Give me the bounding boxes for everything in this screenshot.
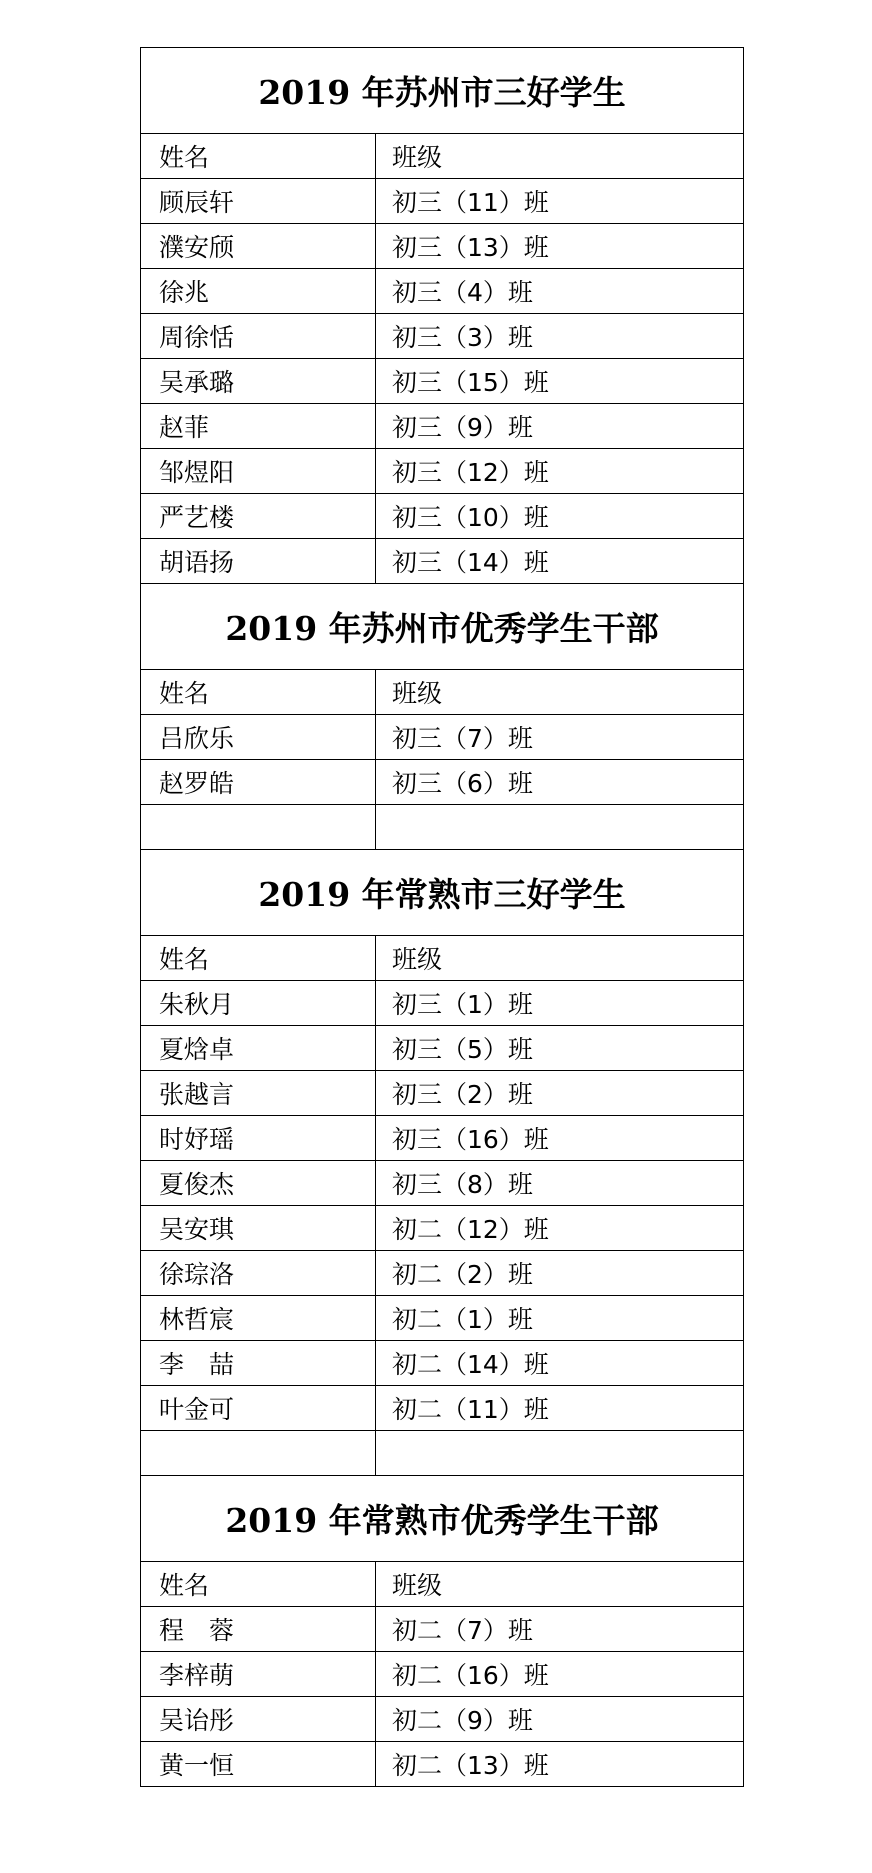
- table-row: [141, 539, 743, 584]
- student-name: 张越言: [141, 1071, 376, 1115]
- section-title: 2019 年常熟市三好学生: [141, 850, 743, 936]
- table-row: [141, 314, 743, 359]
- table-header-row: [141, 936, 743, 981]
- table-row: [141, 1697, 743, 1742]
- student-name: 赵罗皓: [141, 760, 376, 804]
- empty-table-row: [141, 805, 743, 850]
- student-name: 吴诒彤: [141, 1697, 376, 1741]
- student-class: 初二（11）班: [392, 1395, 549, 1424]
- student-class: 初三（11）班: [392, 188, 549, 217]
- student-name: 程 蓉: [141, 1607, 376, 1651]
- table-row: [141, 1742, 743, 1787]
- table-row: [141, 1341, 743, 1386]
- table-row: [141, 224, 743, 269]
- student-name: 吕欣乐: [141, 715, 376, 759]
- student-name: [141, 805, 376, 849]
- student-class: 初三（3）班: [392, 323, 533, 352]
- section-title: 2019 年苏州市三好学生: [141, 48, 743, 134]
- award-section: [141, 850, 743, 1476]
- table-row: [141, 269, 743, 314]
- student-name: 叶金可: [141, 1386, 376, 1430]
- student-class: 初三（10）班: [392, 503, 549, 532]
- column-header-class: 班级: [392, 945, 443, 974]
- student-name: 夏焓卓: [141, 1026, 376, 1070]
- student-class: 初三（7）班: [392, 724, 533, 753]
- column-header-class: 班级: [392, 679, 443, 708]
- student-class: [376, 805, 743, 849]
- student-class: 初三（9）班: [392, 413, 533, 442]
- student-class: 初二（13）班: [392, 1751, 549, 1780]
- student-name: 李 喆: [141, 1341, 376, 1385]
- table-row: [141, 981, 743, 1026]
- student-name: 周徐恬: [141, 314, 376, 358]
- table-row: [141, 1251, 743, 1296]
- student-class: 初三（6）班: [392, 769, 533, 798]
- column-header-class: 班级: [392, 143, 443, 172]
- table-row: [141, 449, 743, 494]
- award-section: [141, 584, 743, 850]
- student-name: 顾辰轩: [141, 179, 376, 223]
- student-class: 初三（12）班: [392, 458, 549, 487]
- student-name: 严艺楼: [141, 494, 376, 538]
- student-class: 初三（13）班: [392, 233, 549, 262]
- table-row: [141, 1026, 743, 1071]
- student-class: 初三（15）班: [392, 368, 549, 397]
- column-header-name: 姓名: [141, 936, 376, 980]
- column-header-name: 姓名: [141, 670, 376, 714]
- table-header-row: [141, 670, 743, 715]
- student-class: [376, 1431, 743, 1475]
- student-class: 初二（7）班: [392, 1616, 533, 1645]
- student-name: 邹煜阳: [141, 449, 376, 493]
- student-name: 徐琮洛: [141, 1251, 376, 1295]
- table-row: [141, 1116, 743, 1161]
- student-class: 初三（1）班: [392, 990, 533, 1019]
- table-row: [141, 760, 743, 805]
- table-row: [141, 1386, 743, 1431]
- table-row: [141, 1296, 743, 1341]
- student-class: 初三（5）班: [392, 1035, 533, 1064]
- column-header-name: 姓名: [141, 1562, 376, 1606]
- award-list-document: [140, 47, 744, 1787]
- student-class: 初三（14）班: [392, 548, 549, 577]
- student-name: 徐兆: [141, 269, 376, 313]
- student-class: 初二（2）班: [392, 1260, 533, 1289]
- table-row: [141, 1607, 743, 1652]
- empty-table-row: [141, 1431, 743, 1476]
- student-name: 濮安颀: [141, 224, 376, 268]
- student-class: 初二（12）班: [392, 1215, 549, 1244]
- table-row: [141, 1652, 743, 1697]
- student-name: 夏俊杰: [141, 1161, 376, 1205]
- award-section: [141, 48, 743, 584]
- table-row: [141, 404, 743, 449]
- award-section: [141, 1476, 743, 1787]
- section-title: 2019 年常熟市优秀学生干部: [141, 1476, 743, 1562]
- table-header-row: [141, 134, 743, 179]
- column-header-class: 班级: [392, 1571, 443, 1600]
- table-row: [141, 1161, 743, 1206]
- student-class: 初三（8）班: [392, 1170, 533, 1199]
- student-class: 初二（16）班: [392, 1661, 549, 1690]
- student-name: 黄一恒: [141, 1742, 376, 1786]
- student-class: 初三（4）班: [392, 278, 533, 307]
- student-name: [141, 1431, 376, 1475]
- student-name: 吴承璐: [141, 359, 376, 403]
- table-row: [141, 1206, 743, 1251]
- student-class: 初三（2）班: [392, 1080, 533, 1109]
- table-row: [141, 494, 743, 539]
- table-row: [141, 359, 743, 404]
- student-name: 赵菲: [141, 404, 376, 448]
- student-name: 胡语扬: [141, 539, 376, 583]
- table-header-row: [141, 1562, 743, 1607]
- student-class: 初二（9）班: [392, 1706, 533, 1735]
- student-name: 林哲宸: [141, 1296, 376, 1340]
- table-row: [141, 179, 743, 224]
- student-class: 初三（16）班: [392, 1125, 549, 1154]
- student-name: 李梓萌: [141, 1652, 376, 1696]
- column-header-name: 姓名: [141, 134, 376, 178]
- student-name: 吴安琪: [141, 1206, 376, 1250]
- student-name: 朱秋月: [141, 981, 376, 1025]
- table-row: [141, 715, 743, 760]
- student-class: 初二（1）班: [392, 1305, 533, 1334]
- student-class: 初二（14）班: [392, 1350, 549, 1379]
- section-title: 2019 年苏州市优秀学生干部: [141, 584, 743, 670]
- table-row: [141, 1071, 743, 1116]
- student-name: 时妤瑶: [141, 1116, 376, 1160]
